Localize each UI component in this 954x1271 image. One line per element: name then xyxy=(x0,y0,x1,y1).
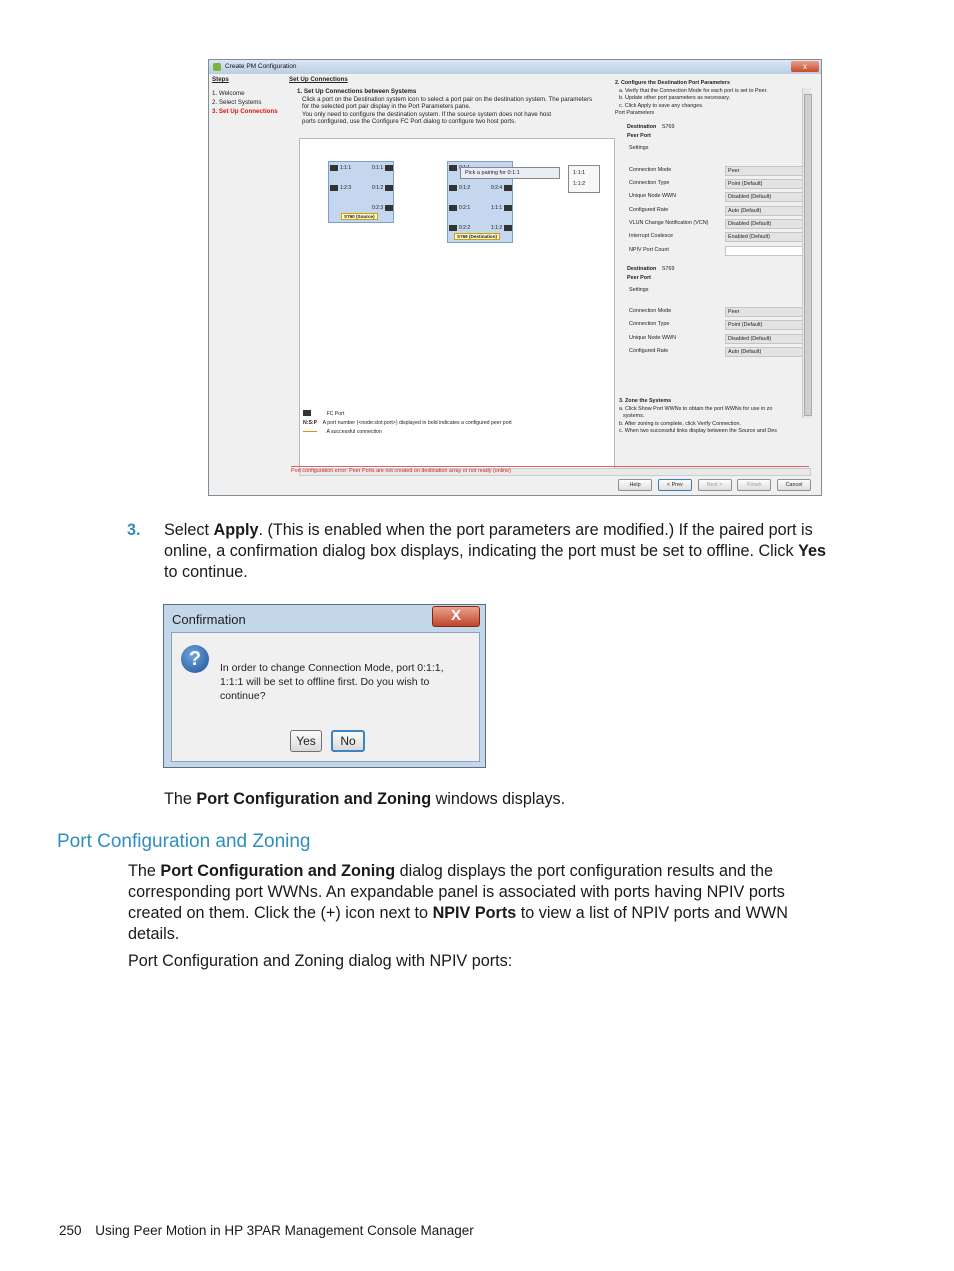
fc-port-icon[interactable] xyxy=(504,185,512,191)
wizard-buttons xyxy=(614,479,811,491)
cancel-button[interactable]: Cancel xyxy=(777,479,811,491)
text-part: created on them. Click the (+) icon next to xyxy=(128,904,433,922)
step-3-text-part: to continue. xyxy=(164,563,248,581)
text-part: dialog displays the port configuration results and the xyxy=(395,862,774,880)
step-number: 3. xyxy=(127,521,141,539)
peer-port-label: Peer Port xyxy=(627,133,651,139)
port-parameters-label: Port Parameters xyxy=(615,110,655,116)
step-3-text-part: . (This is enabled when the port parameters are modified.) If the paired port is xyxy=(258,521,813,539)
close-icon[interactable]: X xyxy=(432,606,480,627)
pairing-option[interactable]: 1:1:1 xyxy=(573,170,586,176)
text-part: to view a list of NPIV ports and WWN xyxy=(516,904,788,922)
section1-line: Click a port on the Destination system icon to select a port pair on the destination system. The parameters xyxy=(302,95,593,103)
step-select-systems[interactable]: 2. Select Systems xyxy=(212,99,262,106)
section3-line: systems. xyxy=(623,413,645,419)
confirmation-dialog xyxy=(163,604,486,768)
param-block-1-header xyxy=(627,124,797,151)
param-value[interactable]: Disabled (Default) xyxy=(725,192,803,202)
port-label: 0:2:4 xyxy=(491,185,503,191)
param-label: Unique Node WWN xyxy=(629,335,677,341)
port-config-keyword: Port Configuration and Zoning xyxy=(160,862,396,880)
main-panel xyxy=(289,76,817,476)
section2-line: c. Click Apply to save any changes. xyxy=(619,102,704,109)
step-3-text-part: online, a confirmation dialog box displays, indicating the port must be set to offline. Click xyxy=(164,542,799,560)
legend-fc-port: FC Port xyxy=(326,411,345,417)
settings-label: Settings xyxy=(629,145,649,151)
page-number: 250 xyxy=(59,1223,82,1238)
create-pm-configuration-window xyxy=(208,59,822,496)
pairing-popup-label: Pick a pairing for 0:1:1 xyxy=(465,170,520,176)
text-part: windows displays. xyxy=(431,790,566,808)
section3-instructions xyxy=(619,398,809,436)
param-row xyxy=(629,246,809,256)
close-icon[interactable]: x xyxy=(791,61,819,72)
param-row xyxy=(629,179,809,189)
param-label: VLUN Change Notification (VCN) xyxy=(629,220,709,226)
fc-port-icon[interactable] xyxy=(385,185,393,191)
section-heading: Port Configuration and Zoning xyxy=(57,831,311,852)
param-row xyxy=(629,219,809,229)
section2-line: b. Update other port parameters as necessary. xyxy=(619,95,731,101)
dialog-message xyxy=(220,661,470,703)
fc-port-icon xyxy=(303,410,311,416)
section1-line: for the selected port pair display in the Port Parameters pane. xyxy=(302,103,471,110)
param-label: Connection Type xyxy=(629,321,670,327)
settings-label: Settings xyxy=(629,287,649,293)
param-label: Interrupt Coalesce xyxy=(629,233,674,239)
param-value[interactable]: Point (Default) xyxy=(725,179,803,189)
text-part: corresponding port WWNs. An expandable panel is associated with ports having NPIV ports xyxy=(128,883,785,901)
param-value[interactable]: Point (Default) xyxy=(725,320,803,330)
step-welcome[interactable]: 1. Welcome xyxy=(212,90,245,97)
port-label: 0:1:1 xyxy=(372,165,384,171)
fc-port-icon[interactable] xyxy=(449,205,457,211)
legend-connection: A successful connection xyxy=(326,429,382,435)
fc-port-icon[interactable] xyxy=(449,225,457,231)
param-label: Configured Rate xyxy=(629,207,669,213)
param-value[interactable]: Peer xyxy=(725,307,803,317)
param-label: Connection Mode xyxy=(629,167,672,173)
pairing-popup[interactable] xyxy=(460,167,560,179)
message-line: continue? xyxy=(220,690,266,702)
port-label: 0:1:2 xyxy=(372,185,384,191)
dest-label: Destination xyxy=(627,124,657,130)
message-line: In order to change Connection Mode, port 0:1:1, xyxy=(220,662,444,674)
fc-port-icon[interactable] xyxy=(504,225,512,231)
legend xyxy=(303,409,603,437)
legend-nsp-desc: A port number (<node:slot:port>) displayed in bold indicates a configured peer port xyxy=(322,420,512,426)
fc-port-icon[interactable] xyxy=(449,165,457,171)
dest-value: S769 xyxy=(661,124,675,130)
next-button[interactable]: Next > xyxy=(698,479,732,491)
fc-port-icon[interactable] xyxy=(385,205,393,211)
section1-title: 1. Set Up Connections between Systems xyxy=(297,88,417,95)
yes-button[interactable]: Yes xyxy=(290,730,322,752)
param-row xyxy=(629,307,809,317)
param-value[interactable]: Disabled (Default) xyxy=(725,334,803,344)
npiv-ports-keyword: NPIV Ports xyxy=(432,904,517,922)
port-label: 1:1:1 xyxy=(491,205,503,211)
param-row xyxy=(629,334,809,344)
message-line: 1:1:1 will be set to offline first. Do you wish to xyxy=(220,676,430,688)
param-label: Connection Type xyxy=(629,180,670,186)
npiv-port-count-input[interactable] xyxy=(725,246,803,256)
fc-port-icon[interactable] xyxy=(385,165,393,171)
param-value[interactable]: Auto (Default) xyxy=(725,206,803,216)
section1-line: ports configured, use the Configure FC Port dialog to configure two host ports. xyxy=(302,118,516,125)
section2-line: a. Verify that the Connection Mode for each port is set to Peer. xyxy=(619,87,768,94)
section2-instructions xyxy=(615,80,811,118)
scrollbar-thumb[interactable] xyxy=(804,94,812,416)
no-button[interactable]: No xyxy=(331,730,365,752)
configuration-error: Port configuration error: Peer Ports are not created on destination array or not ready (online) xyxy=(291,466,809,474)
param-block-2-header xyxy=(627,266,797,293)
connection-canvas[interactable] xyxy=(299,138,615,470)
step-3-text-part: Select xyxy=(164,521,214,539)
step-3-text xyxy=(164,520,887,583)
dialog-title: Confirmation xyxy=(172,612,246,627)
step-set-up-connections[interactable]: 3. Set Up Connections xyxy=(212,108,278,115)
paragraph-1 xyxy=(128,861,918,945)
param-value[interactable]: Auto (Default) xyxy=(725,347,803,357)
param-value[interactable]: Disabled (Default) xyxy=(725,219,803,229)
apply-keyword: Apply xyxy=(213,521,259,539)
fc-port-icon[interactable] xyxy=(330,165,338,171)
window-title: Create PM Configuration xyxy=(225,63,297,70)
section2-title: 2. Configure the Destination Port Parameters xyxy=(615,80,731,86)
help-button[interactable]: Help xyxy=(618,479,652,491)
text-part: The xyxy=(128,862,161,880)
port-config-keyword: Port Configuration and Zoning xyxy=(196,790,432,808)
prev-button[interactable]: < Prev xyxy=(658,479,692,491)
param-row xyxy=(629,232,809,242)
source-array[interactable] xyxy=(328,161,394,223)
param-label: NPIV Port Count xyxy=(629,247,669,253)
port-parameters-panel xyxy=(615,80,811,462)
windows-displays-text xyxy=(164,789,565,810)
section1-line: You only need to configure the destination system. If the source system does not have host xyxy=(302,110,552,118)
param-label: Configured Rate xyxy=(629,348,669,354)
legend-nsp-key: N:S:P xyxy=(303,420,318,426)
app-icon xyxy=(213,63,221,71)
section3-line: b. After zoning is complete, click Verify Connection. xyxy=(619,420,741,427)
step-3 xyxy=(127,520,887,583)
source-array-tag: S760 (Source) xyxy=(341,213,378,220)
param-row xyxy=(629,192,809,202)
param-row xyxy=(629,320,809,330)
section3-title: 3. Zone the Systems xyxy=(619,398,672,404)
pairing-option[interactable]: 1:1:2 xyxy=(573,181,586,187)
dest-value: S769 xyxy=(661,266,675,272)
question-icon: ? xyxy=(181,645,209,673)
fc-port-icon[interactable] xyxy=(330,185,338,191)
param-row xyxy=(629,206,809,216)
window-titlebar xyxy=(209,60,821,74)
text-part: details. xyxy=(128,925,180,943)
steps-header: Steps xyxy=(212,76,229,83)
port-label: 0:2:3 xyxy=(372,205,384,211)
port-label: 1:2:3 xyxy=(340,185,352,191)
section3-line: c. When two successful links display between the Source and Des xyxy=(619,428,777,434)
destination-array-tag: S769 (Destination) xyxy=(454,233,500,240)
param-value[interactable]: Peer xyxy=(725,166,803,176)
param-row xyxy=(629,166,809,176)
main-header: Set Up Connections xyxy=(289,76,348,83)
peer-port-label: Peer Port xyxy=(627,275,651,281)
param-label: Connection Mode xyxy=(629,308,672,314)
page-footer xyxy=(59,1223,474,1238)
dest-label: Destination xyxy=(627,266,657,272)
pairing-options-menu[interactable] xyxy=(568,165,600,193)
param-value[interactable]: Enabled (Default) xyxy=(725,232,803,242)
vertical-scrollbar[interactable] xyxy=(802,88,811,418)
text-part: The xyxy=(164,790,197,808)
port-label: 0:1:2 xyxy=(459,185,471,191)
fc-port-icon[interactable] xyxy=(504,205,512,211)
section1-instructions xyxy=(297,88,615,126)
footer-text: Using Peer Motion in HP 3PAR Management Console Manager xyxy=(95,1223,474,1238)
param-row xyxy=(629,347,809,357)
finish-button[interactable]: Finish xyxy=(737,479,771,491)
param-label: Unique Node WWN xyxy=(629,193,677,199)
section3-line: a. Click Show Port WWNs to obtain the port WWNs for use in zo xyxy=(619,405,773,412)
paragraph-2: Port Configuration and Zoning dialog with NPIV ports: xyxy=(128,952,513,970)
port-label: 1:1:2 xyxy=(491,225,503,231)
yes-keyword: Yes xyxy=(798,542,826,560)
port-label: 1:1:1 xyxy=(340,165,352,171)
dialog-body xyxy=(171,632,480,762)
connection-line-icon xyxy=(303,431,317,432)
fc-port-icon[interactable] xyxy=(449,185,457,191)
port-label: 0:2:1 xyxy=(459,205,471,211)
port-label: 0:2:2 xyxy=(459,225,471,231)
steps-panel xyxy=(212,76,288,456)
